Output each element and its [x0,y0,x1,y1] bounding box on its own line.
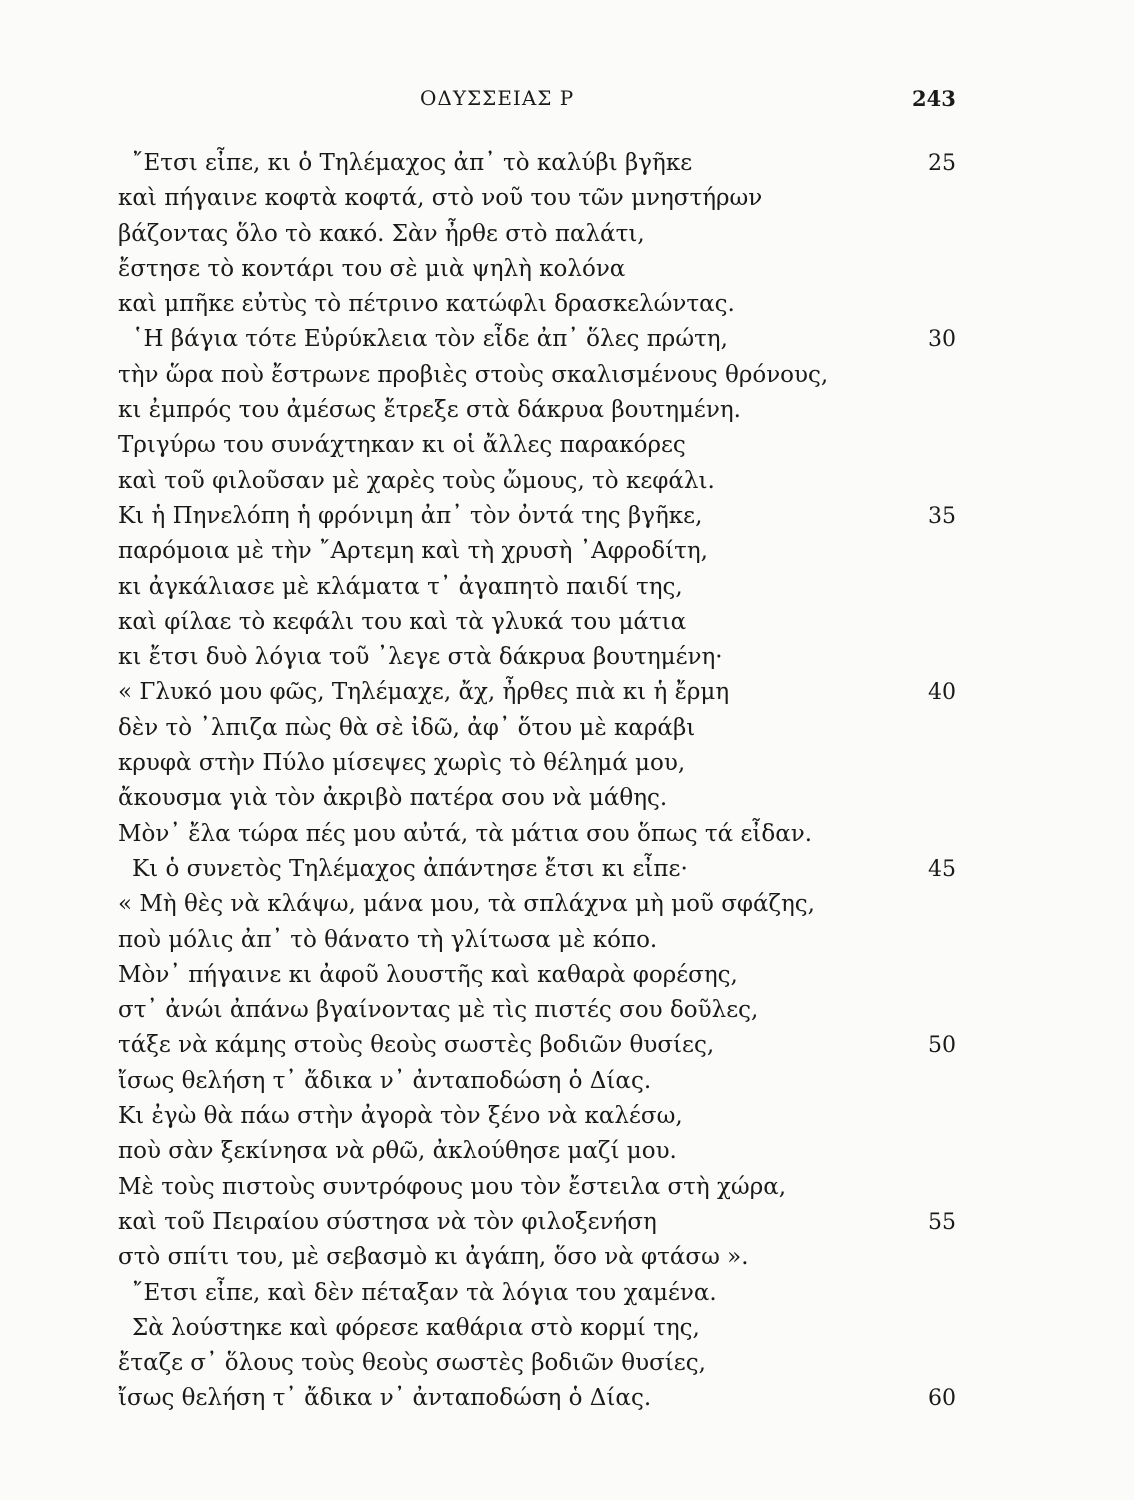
verse-line [0,711,1134,746]
verse-line [0,322,1134,357]
verse-line [0,570,1134,605]
page-number: 243 [912,86,956,111]
verse-text: Μὸν᾽ πήγαινε κι ἀφοῦ λουστῆς καὶ καθαρὰ φορέσης, [118,961,738,988]
verse-text: κρυφὰ στὴν Πύλο μίσεψες χωρὶς τὸ θέλημά μου, [118,750,686,777]
verse-line [0,640,1134,675]
verse-line [0,993,1134,1028]
verse-line [0,958,1134,993]
verse-line [0,817,1134,852]
verse-text: κι ἐμπρός του ἀμέσως ἔτρεξε στὰ δάκρυα βουτημένη. [118,397,741,424]
verse-line [0,1311,1134,1346]
verse-line [0,1381,1134,1416]
verse-line [0,746,1134,781]
verse-text: ἴσως θελήση τ᾽ ἄδικα ν᾽ ἀνταποδώση ὁ Δίας. [118,1385,652,1412]
verse-line [0,358,1134,393]
line-number: 55 [928,1209,956,1235]
verse-line [0,252,1134,287]
verse-text: καὶ πήγαινε κοφτὰ κοφτά, στὸ νοῦ του τῶν μνηστήρων [118,185,763,212]
verse-text: Μὸν᾽ ἔλα τώρα πές μου αὐτά, τὰ μάτια σου ὅπως τά εἶδαν. [118,820,813,847]
verse-text: δὲν τὸ ᾽λπιζα πὼς θὰ σὲ ἰδῶ, ἀφ᾽ ὅτου μὲ καράβι [118,714,696,741]
verse-line [0,534,1134,569]
verse-line [0,781,1134,816]
verse-line [0,923,1134,958]
verse-text: Κι ἡ Πηνελόπη ἡ φρόνιμη ἀπ᾽ τὸν ὀντά της βγῆκε, [118,502,703,529]
verse-text: καὶ φίλαε τὸ κεφάλι του καὶ τὰ γλυκά του μάτια [118,608,687,635]
verse-text: Κι ἐγὼ θὰ πάω στὴν ἀγορὰ τὸν ξένο νὰ καλέσω, [118,1103,683,1130]
line-number: 45 [928,856,956,882]
verse-text: τὴν ὥρα ποὺ ἔστρωνε προβιὲς στοὺς σκαλισμένους θρόνους, [118,361,829,388]
verse-line [0,1099,1134,1134]
line-number: 50 [928,1033,956,1059]
verse-line [0,1346,1134,1381]
verse-text: ἴσως θελήση τ᾽ ἄδικα ν᾽ ἀνταποδώση ὁ Δίας. [118,1067,652,1094]
verse-text: παρόμοια μὲ τὴν ῎Αρτεμη καὶ τὴ χρυσὴ ᾽Αφροδίτη, [118,538,708,565]
verse-block [0,146,1134,1417]
verse-line [0,1064,1134,1099]
verse-text: Μὲ τοὺς πιστοὺς συντρόφους μου τὸν ἔστειλα στὴ χώρα, [118,1173,787,1200]
line-number: 30 [928,327,956,353]
verse-text: στὸ σπίτι του, μὲ σεβασμὸ κι ἀγάπη, ὅσο νὰ φτάσω ». [118,1244,749,1271]
verse-line [0,1134,1134,1169]
verse-line [0,1240,1134,1275]
verse-text: ῎Ετσι εἶπε, κι ὁ Τηλέμαχος ἀπ᾽ τὸ καλύβι βγῆκε [132,150,693,176]
verse-text: καὶ μπῆκε εὐτὺς τὸ πέτρινο κατώφλι δρασκελώντας. [118,291,735,318]
verse-text: τάξε νὰ κάμης στοὺς θεοὺς σωστὲς βοδιῶν θυσίες, [118,1032,715,1059]
verse-line [0,1170,1134,1205]
verse-text: ποὺ σὰν ξεκίνησα νὰ ρθῶ, ἀκλούθησε μαζί μου. [118,1138,677,1165]
verse-line [0,217,1134,252]
verse-text: Σὰ λούστηκε καὶ φόρεσε καθάρια στὸ κορμί της, [132,1314,700,1341]
verse-line [0,1205,1134,1240]
line-number: 35 [928,503,956,529]
verse-text: βάζοντας ὅλο τὸ κακό. Σὰν ἦρθε στὸ παλάτι, [118,220,645,247]
line-number: 40 [928,680,956,706]
line-number: 60 [928,1386,956,1412]
verse-text: « Μὴ θὲς νὰ κλάψω, μάνα μου, τὰ σπλάχνα μὴ μοῦ σφάζης, [118,891,815,918]
verse-text: καὶ τοῦ Πειραίου σύστησα νὰ τὸν φιλοξενήση [118,1208,657,1235]
running-head [0,86,1134,116]
verse-line [0,675,1134,710]
verse-text: κι ἔτσι δυὸ λόγια τοῦ ᾽λεγε στὰ δάκρυα βουτημένη· [118,644,723,671]
verse-line [0,887,1134,922]
line-number: 25 [928,151,956,176]
verse-text: ποὺ μόλις ἀπ᾽ τὸ θάνατο τὴ γλίτωσα μὲ κόπο. [118,926,658,953]
verse-text: ἄκουσμα γιὰ τὸν ἀκριβὸ πατέρα σου νὰ μάθης. [118,785,668,812]
verse-line [0,287,1134,322]
verse-line [0,605,1134,640]
verse-text: ῾Η βάγια τότε Εὐρύκλεια τὸν εἶδε ἀπ᾽ ὅλες πρώτη, [132,326,728,353]
verse-line [0,181,1134,216]
verse-line [0,852,1134,887]
verse-line [0,1028,1134,1063]
verse-text: ῎Ετσι εἶπε, καὶ δὲν πέταξαν τὰ λόγια του χαμένα. [132,1279,717,1306]
verse-text: καὶ τοῦ φιλοῦσαν μὲ χαρὲς τοὺς ὤμους, τὸ κεφάλι. [118,467,715,494]
verse-text: ἔστησε τὸ κοντάρι του σὲ μιὰ ψηλὴ κολόνα [118,255,626,282]
verse-text: κι ἀγκάλιασε μὲ κλάματα τ᾽ ἀγαπητὸ παιδί της, [118,573,683,600]
verse-text: « Γλυκό μου φῶς, Τηλέμαχε, ἄχ, ἦρθες πιὰ κι ἡ ἔρμη [118,679,730,706]
verse-line [0,428,1134,463]
verse-text: Τριγύρω του συνάχτηκαν κι οἱ ἄλλες παρακόρες [118,432,686,459]
verse-line [0,146,1134,181]
verse-line [0,464,1134,499]
verse-line [0,1276,1134,1311]
running-title: ΟΔΥΣΣΕΙΑΣ Ρ [420,86,575,110]
verse-line [0,499,1134,534]
verse-line [0,393,1134,428]
verse-text: στ᾽ ἀνώι ἀπάνω βγαίνοντας μὲ τὶς πιστές σου δοῦλες, [118,997,759,1024]
verse-text: Κι ὁ συνετὸς Τηλέμαχος ἀπάντησε ἔτσι κι εἶπε· [132,855,688,882]
verse-text: ἔταζε σ᾽ ὅλους τοὺς θεοὺς σωστὲς βοδιῶν θυσίες, [118,1350,706,1377]
